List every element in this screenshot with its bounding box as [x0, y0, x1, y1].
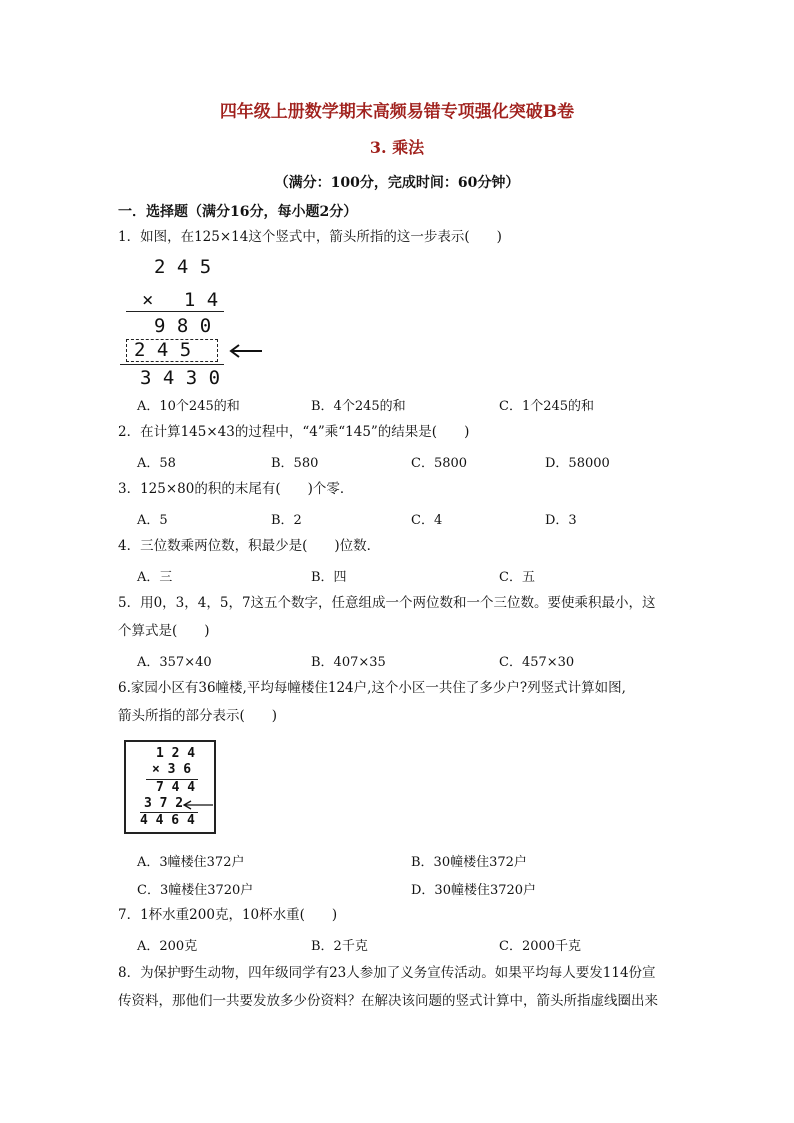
q1-calc-line [126, 311, 224, 312]
q1-option-b[interactable]: B．4个245的和 [311, 399, 406, 414]
q6-option-c[interactable]: C．3幢楼住3720户 [137, 883, 254, 898]
q6-arrow-left-icon [182, 800, 214, 810]
q4-option-a[interactable]: A．三 [137, 570, 173, 585]
question-5-line-2: 个算式是( ) [118, 623, 210, 639]
section-heading: 一．选择题（满分16分，每小题2分） [118, 204, 358, 220]
q3-option-b[interactable]: B．2 [271, 513, 302, 528]
q3-option-a[interactable]: A．5 [137, 513, 168, 528]
question-1: 1．如图，在125×14这个竖式中，箭头所指的这一步表示( ) [118, 229, 502, 245]
q2-option-b[interactable]: B．580 [271, 456, 319, 471]
q1-calc-line-2 [120, 364, 224, 365]
q1-calc-product: 3 4 3 0 [140, 367, 221, 389]
q6-calc-multiplicand: 1 2 4 [156, 746, 196, 761]
q1-calc-multiplier: × 1 4 [142, 289, 219, 311]
q1-option-c[interactable]: C．1个245的和 [499, 399, 595, 414]
page-subtitle: 3. 乘法 [369, 138, 425, 157]
question-6-line-2: 箭头所指的部分表示( ) [118, 708, 278, 724]
question-6-line-1: 6.家园小区有36幢楼,平均每幢楼住124户,这个小区一共住了多少户?列竖式计算如图, [118, 680, 626, 696]
question-5-line-1: 5．用0，3，4，5，7这五个数字，任意组成一个两位数和一个三位数。要使乘积最小，这 [118, 595, 656, 611]
q2-option-a[interactable]: A．58 [137, 456, 176, 471]
q6-calc-product: 4 4 6 4 [140, 813, 195, 828]
q5-option-a[interactable]: A．357×40 [137, 655, 212, 670]
question-8-line-1: 8．为保护野生动物，四年级同学有23人参加了义务宣传活动。如果平均每人要发114份宣 [118, 965, 656, 981]
q1-vertical-calculation [120, 256, 280, 389]
q3-option-c[interactable]: C．4 [411, 513, 443, 528]
q1-option-a[interactable]: A．10个245的和 [137, 399, 240, 414]
question-3: 3．125×80的积的末尾有( )个零． [118, 481, 354, 497]
q2-option-d[interactable]: D．58000 [545, 456, 610, 471]
q1-calc-partial-2: 2 4 5 [134, 339, 192, 361]
q1-arrow-left-icon [228, 344, 264, 358]
q6-calc-partial-1: 7 4 4 [156, 780, 196, 795]
score-time-note: （满分：100分，完成时间：60分钟） [274, 175, 520, 191]
q5-option-b[interactable]: B．407×35 [311, 655, 386, 670]
q7-option-c[interactable]: C．2000千克 [499, 939, 582, 954]
page-title: 四年级上册数学期末高频易错专项强化突破B卷 [219, 102, 575, 122]
q3-option-d[interactable]: D．3 [545, 513, 577, 528]
q6-option-a[interactable]: A．3幢楼住372户 [137, 855, 245, 870]
question-2: 2．在计算145×43的过程中，“4”乘“145”的结果是( ) [118, 424, 470, 440]
question-8-line-2: 传资料，那他们一共要发放多少份资料？在解决该问题的竖式计算中，箭头所指虚线圈出来 [118, 993, 658, 1009]
q7-option-a[interactable]: A．200克 [137, 939, 198, 954]
q6-calc-multiplier: × 3 6 [152, 762, 192, 777]
q4-option-b[interactable]: B．四 [311, 570, 347, 585]
q6-option-b[interactable]: B．30幢楼住372户 [411, 855, 527, 870]
q6-calc-partial-2: 3 7 2 [144, 796, 184, 811]
q6-option-d[interactable]: D．30幢楼住3720户 [411, 883, 537, 898]
q4-option-c[interactable]: C．五 [499, 570, 535, 585]
q5-option-c[interactable]: C．457×30 [499, 655, 575, 670]
q2-option-c[interactable]: C．5800 [411, 456, 468, 471]
question-4: 4．三位数乘两位数，积最少是( )位数． [118, 538, 381, 554]
q1-calc-partial-1: 9 8 0 [154, 315, 212, 337]
q6-calculation-figure [124, 740, 216, 834]
q7-option-b[interactable]: B．2千克 [311, 939, 368, 954]
question-7: 7．1杯水重200克，10杯水重( ) [118, 907, 338, 923]
q1-calc-multiplicand: 2 4 5 [154, 256, 212, 278]
